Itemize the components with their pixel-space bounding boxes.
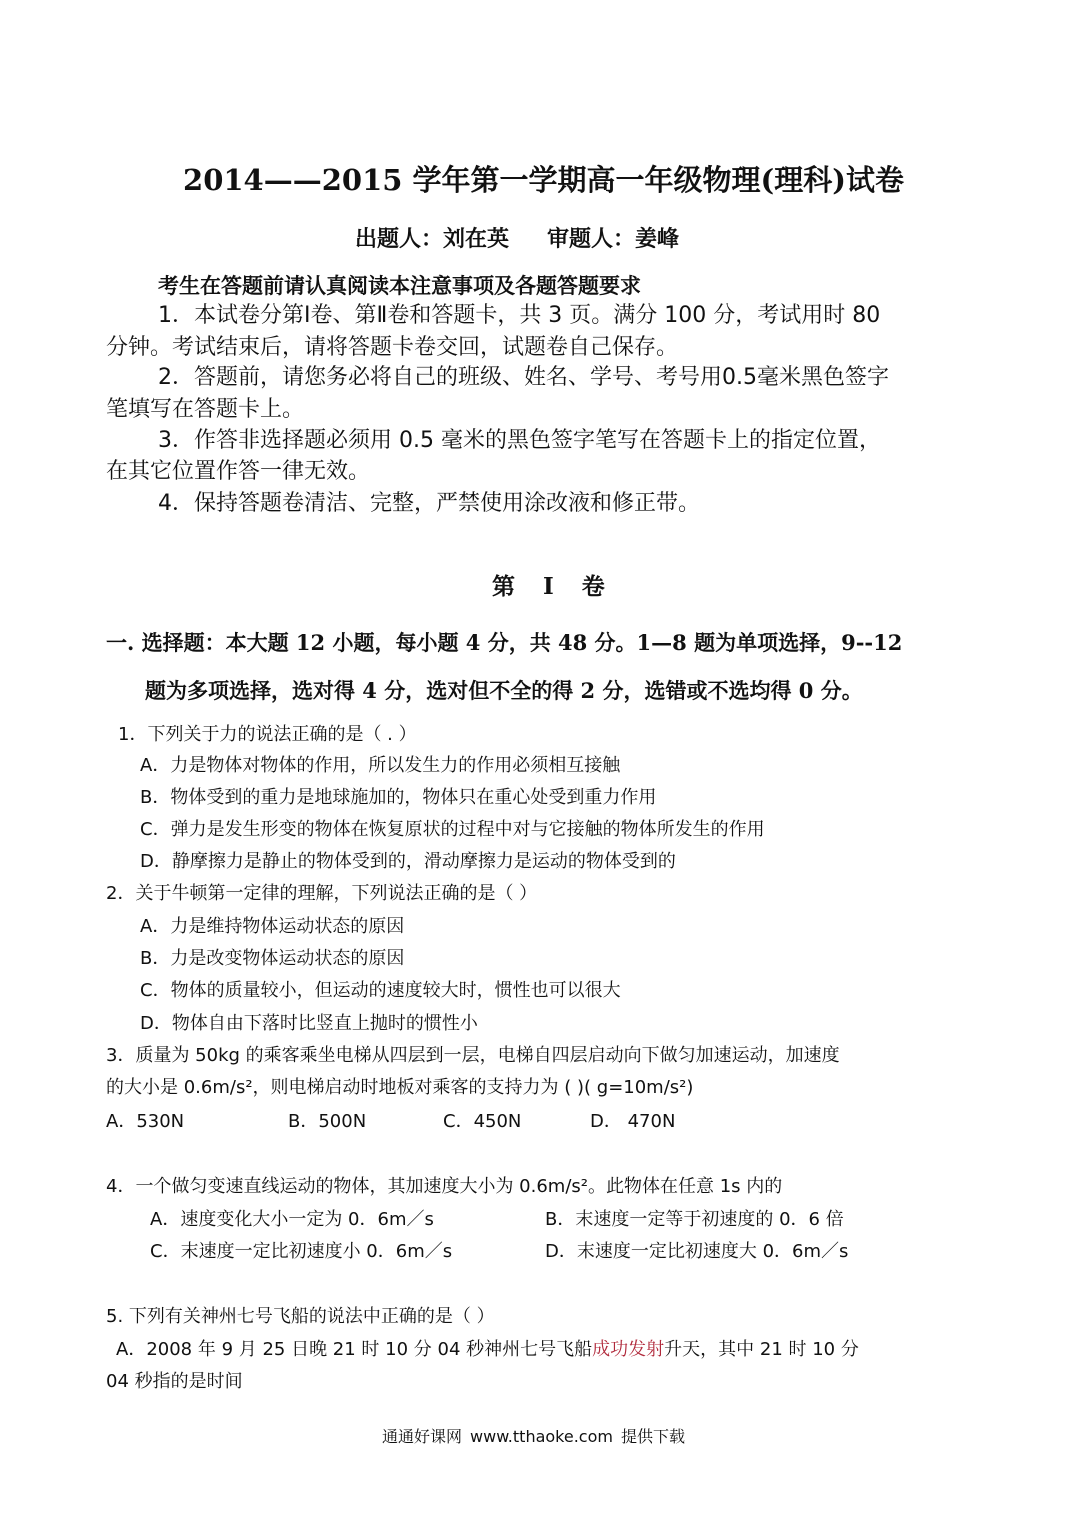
question-3-option-a: A．530N (106, 1111, 185, 1132)
question-1-option-b: B．物体受到的重力是地球施加的，物体只在重心处受到重力作用 (140, 787, 657, 808)
reviewer: 审题人：姜峰 (547, 227, 680, 252)
question-5-option-a-text: A．2008 年 9 月 25 日晚 21 时 10 分 04 秒神州七号飞船 (116, 1339, 593, 1360)
question-4-stem: 4．一个做匀变速直线运动的物体，其加速度大小为 0.6m/s²。此物体在任意 1s 内的 (106, 1176, 783, 1197)
exam-title: 2014——2015 学年第一学期高一年级物理(理科)试卷 (183, 163, 904, 197)
section-title: 第 I 卷 (492, 573, 615, 600)
instruction-3-line1: 3．作答非选择题必须用 0.5 毫米的黑色签字笔写在答题卡上的指定位置， (158, 428, 881, 453)
question-2-option-a: A．力是维持物体运动状态的原因 (140, 916, 405, 937)
question-2-option-d: D．物体自由下落时比竖直上抛时的惯性小 (140, 1013, 478, 1034)
page-footer (382, 1424, 685, 1447)
footer-url: www.tthaoke.com (470, 1427, 613, 1446)
question-2-stem: 2．关于牛顿第一定律的理解，下列说法正确的是（ ） (106, 883, 538, 904)
notice-heading: 考生在答题前请认真阅读本注意事项及各题答题要求 (158, 274, 641, 298)
instruction-3-line2: 在其它位置作答一律无效。 (106, 459, 371, 484)
question-4-option-c: C．末速度一定比初速度小 0．6m／s (150, 1241, 453, 1262)
footer-site-name: 通通好课网 (382, 1427, 463, 1446)
question-1-option-a: A．力是物体对物体的作用，所以发生力的作用必须相互接触 (140, 755, 621, 776)
question-5-option-a-line2: 04 秒指的是时间 (106, 1371, 243, 1392)
question-3-option-c: C．450N (443, 1111, 522, 1132)
question-setter: 出题人：刘在英 (355, 227, 510, 252)
question-4-option-d: D．末速度一定比初速度大 0．6m／s (545, 1241, 849, 1262)
question-1-option-c: C．弹力是发生形变的物体在恢复原状的过程中对与它接触的物体所发生的作用 (140, 819, 765, 840)
question-1-stem: 1．下列关于力的说法正确的是（ . ） (118, 724, 417, 745)
footer-tail: 提供下载 (620, 1427, 685, 1446)
question-1-option-d: D．静摩擦力是静止的物体受到的，滑动摩擦力是运动的物体受到的 (140, 851, 676, 872)
instruction-4-line1: 4．保持答题卷清洁、完整，严禁使用涂改液和修正带。 (158, 491, 700, 516)
question-2-option-c: C．物体的质量较小，但运动的速度较大时，惯性也可以很大 (140, 980, 621, 1001)
question-4-option-a: A．速度变化大小一定为 0．6m／s (150, 1209, 434, 1230)
instruction-2-line1: 2．答题前，请您务必将自己的班级、姓名、学号、考号用0.5毫米黑色签字 (158, 365, 889, 390)
question-5-stem: 5. 下列有关神州七号飞船的说法中正确的是（ ） (106, 1306, 495, 1327)
instruction-2-line2: 笔填写在答题卡上。 (106, 397, 305, 422)
question-3-stem-line2: 的大小是 0.6m/s²，则电梯启动时地板对乘客的支持力为 ( )( g=10m/s²) (106, 1077, 694, 1098)
question-4-option-b: B．末速度一定等于初速度的 0．6 倍 (545, 1209, 844, 1230)
exam-authors (355, 222, 679, 253)
question-5-option-a-highlight: 成功发射 (592, 1339, 665, 1360)
instruction-1-line1: 1．本试卷分第Ⅰ卷、第Ⅱ卷和答题卡，共 3 页。满分 100 分，考试用时 80 (158, 303, 881, 328)
part1-heading-line1: 一. 选择题：本大题 12 小题，每小题 4 分，共 48 分。1—8 题为单项选择，9--12 (106, 630, 903, 655)
question-3-option-d: D． 470N (590, 1111, 676, 1132)
instruction-1-line2: 分钟。考试结束后，请将答题卡卷交回，试题卷自己保存。 (106, 335, 679, 360)
question-3-stem-line1: 3．质量为 50kg 的乘客乘坐电梯从四层到一层，电梯自四层启动向下做匀加速运动，加速度 (106, 1045, 840, 1066)
question-2-option-b: B．力是改变物体运动状态的原因 (140, 948, 405, 969)
part1-heading-line2: 题为多项选择，选对得 4 分，选对但不全的得 2 分，选错或不选均得 0 分。 (145, 678, 863, 703)
question-5-option-a-tail: 升天，其中 21 时 10 分 (664, 1339, 859, 1360)
question-5-option-a (116, 1335, 859, 1361)
question-3-option-b: B．500N (288, 1111, 367, 1132)
